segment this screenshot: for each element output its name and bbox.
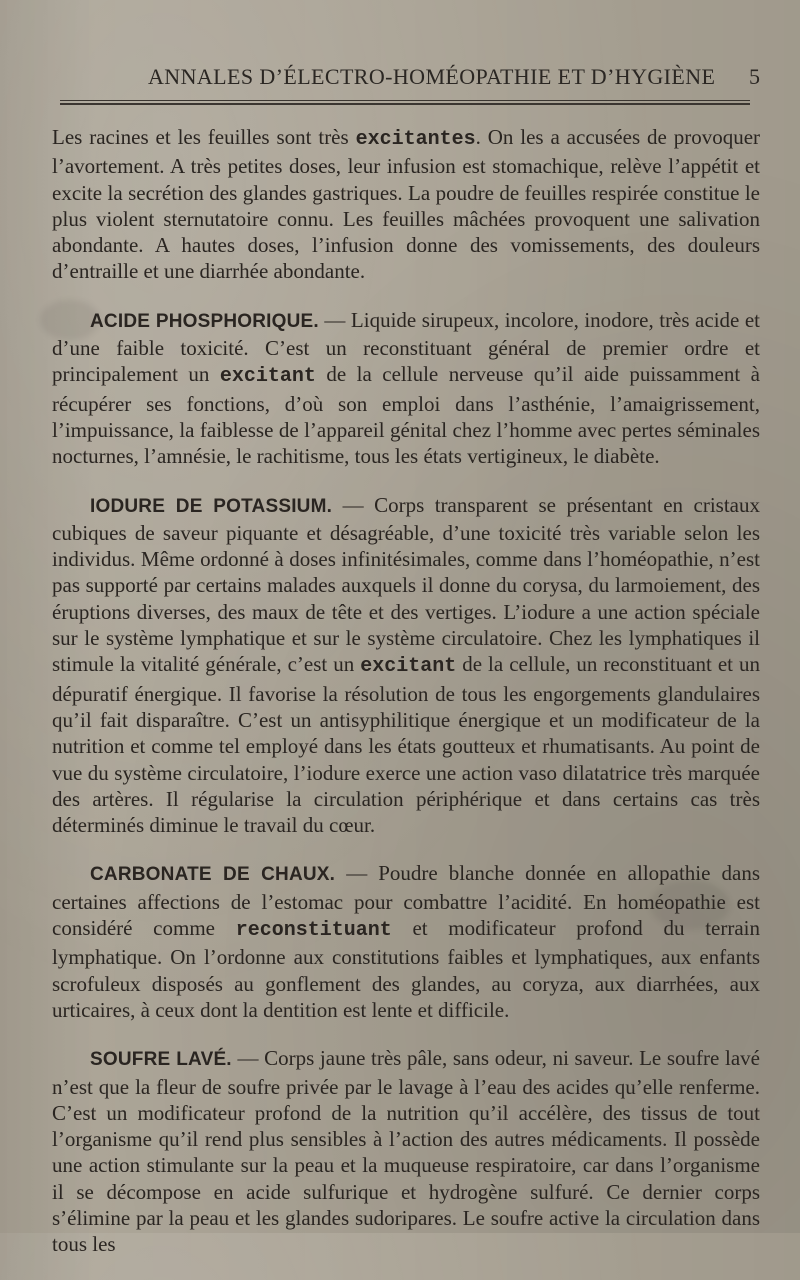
emphasis-reconstituant: reconstituant xyxy=(235,919,392,943)
emphasis-excitantes: excitantes xyxy=(355,128,476,151)
paragraph-text: — Liquide sirupeux, incolore, inodore, très acide et d’une faible toxicité. C’est un reconstituant général de premier ordre et principalement un xyxy=(52,307,760,387)
entry-soufre-lave xyxy=(52,1045,760,1257)
header-rule-thick xyxy=(60,103,750,105)
article-body xyxy=(52,124,760,1280)
entry-heading: IODURE DE POTASSIUM. xyxy=(90,495,333,517)
entry-iodure-de-potassium xyxy=(52,492,760,839)
paragraph-text: de la cellule, un reconstituant et un dépuratif énergique. Il favorise la résolution de tous les engorgements glandulaires qu’il fait disparaître. C’est un antisyphilitique énergique et un modificateur de la nutrition et comme tel employé dans les états goutteux et rhumatisants. Au point de vue du système circulatoire, l’iodure exerce une action vaso dilatatrice très marquée des artères. Il régularise la circulation périphérique et dans certains cas très déterminés diminue le travail du cœur. xyxy=(52,652,760,838)
paragraph-feuilles xyxy=(52,124,760,285)
emphasis-excitant: excitant xyxy=(360,655,457,679)
entry-heading: SOUFRE LAVÉ. xyxy=(90,1049,232,1071)
paragraph-text: et modificateur profond du terrain lymphatique. On l’ordonne aux constitutions faibles et lymphatiques, aux enfants scrofuleux disposés au gonflement des glandes, au coryza, aux diarrhées, aux urticaires, à ceux dont la dentition est lente et difficile. xyxy=(52,916,760,1022)
header-rule-thin xyxy=(60,100,750,101)
paragraph-text: . On les a accusées de provoquer l’avortement. A très petites doses, leur infusion est stomachique, relève l’appétit et excite la secrétion des glandes gastriques. La poudre de feuilles respirée constitue le plus violent sternutatoire connu. Les feuilles mâchées provoquent une salivation abondante. A hautes doses, l’infusion donne des vomissements, des douleurs d’entraille et une diarrhée abondante. xyxy=(52,125,761,284)
entry-heading: ACIDE PHOSPHORIQUE. xyxy=(90,310,319,332)
paragraph-text: — Poudre blanche donnée en allopathie dans certaines affections de l’estomac pour combattre l’acidité. En homéopathie est considéré comme xyxy=(52,861,760,941)
paragraph-text: — Corps jaune très pâle, sans odeur, ni saveur. Le soufre lavé n’est que la fleur de soufre privée par le lavage à l’eau des acides qu’elle renferme. C’est un modificateur profond de la nutrition qu’il accélère, des tissus de tout l’organisme qu’il rend plus sensibles à l’action des autres médicaments. Il possède une action stimulante sur la peau et la muqueuse respiratoire, car dans l’organisme il se décompose en acide sulfurique et hydrogène sulfuré. Ce dernier corps s’élimine par la peau et les glandes sudoripares. Le soufre active la circulation dans tous les xyxy=(52,1046,760,1257)
running-header xyxy=(60,62,760,102)
page-number: 5 xyxy=(749,64,760,89)
paragraph-text: Les racines et les feuilles sont très xyxy=(52,125,356,149)
running-title: ANNALES D’ÉLECTRO-HOMÉOPATHIE ET D’HYGIÈNE xyxy=(148,64,716,89)
paragraph-text: de la cellule nerveuse qu’il aide puissamment à récupérer ses fonctions, d’où son emploi dans l’asthénie, l’amaigrissement, l’impuissance, la faiblesse de l’appareil génital chez l’homme avec pertes séminales nocturnes, l’amnésie, le rachitisme, tous les états vertigineux, le diabète. xyxy=(52,362,760,469)
entry-carbonate-de-chaux xyxy=(52,860,760,1023)
entry-heading: CARBONATE DE CHAUX. xyxy=(90,864,336,886)
emphasis-excitant: excitant xyxy=(219,365,316,389)
paragraph-text: — Corps transparent se présentant en cristaux cubiques de saveur piquante et désagréable, d’une toxicité très variable selon les individus. Même ordonné à doses infinitésimales, comme dans l’homéopathie, n’est pas supporté par certains malades auxquels il donne du corysa, du larmoiement, des éruptions diverses, des maux de tête et des vertiges. L’iodure a une action spéciale sur le système lymphatique et sur le système circulatoire. Chez les lymphatiques il stimule la vitalité générale, c’est un xyxy=(52,492,760,677)
entry-acide-phosphorique xyxy=(52,307,760,470)
header-rule xyxy=(60,100,750,108)
